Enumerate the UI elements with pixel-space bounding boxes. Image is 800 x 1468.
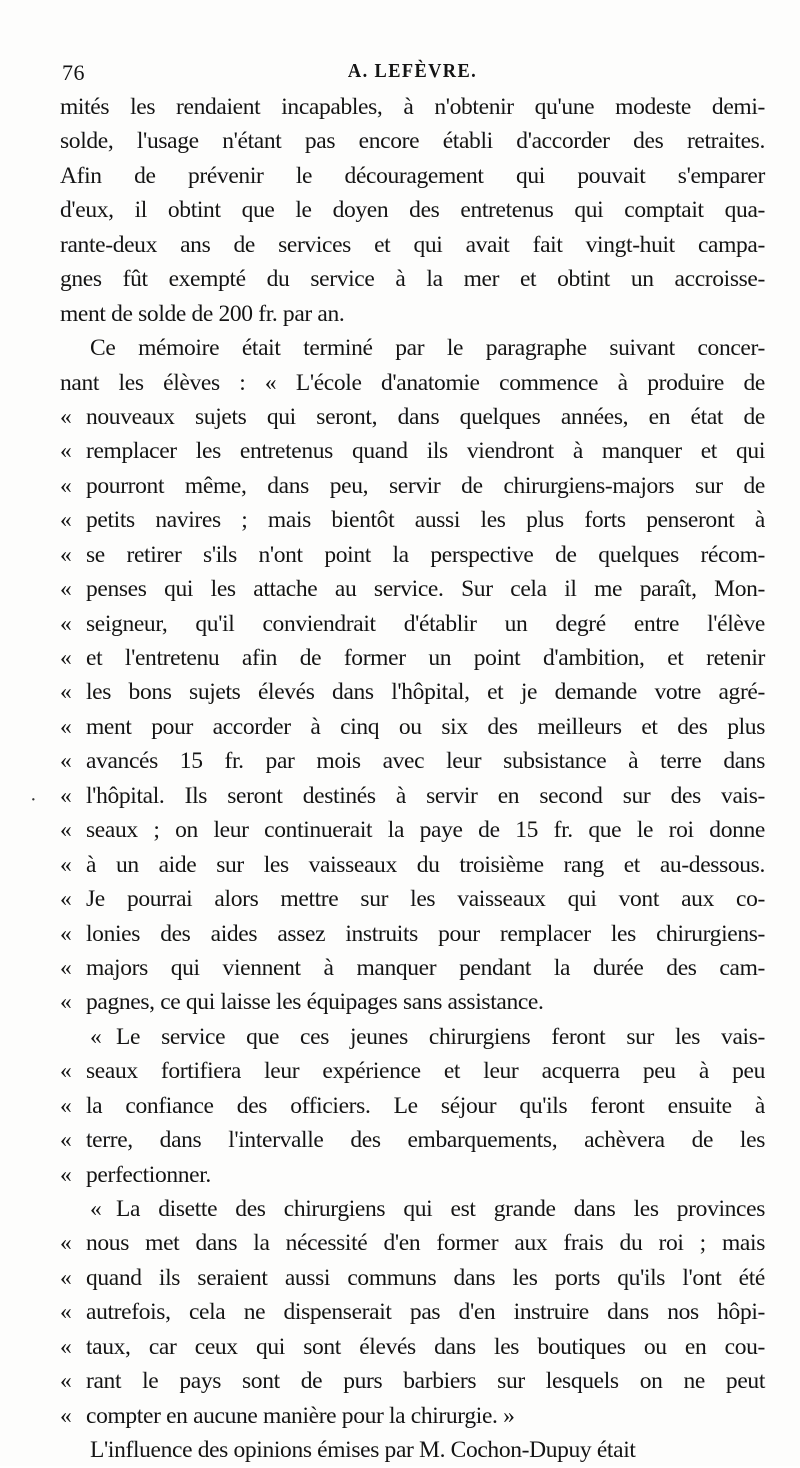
text-line — [60, 1020, 765, 1054]
text-line — [60, 641, 765, 675]
line-text: taux, car ceux qui sont élevés dans les boutiques ou en cou- — [86, 1333, 765, 1360]
page-header — [60, 56, 765, 86]
quote-mark: « — [60, 817, 72, 844]
text-line — [60, 228, 765, 262]
line-text: gnes fût exempté du service à la mer et obtint un accroisse- — [60, 266, 765, 293]
quote-mark: « — [60, 1161, 72, 1188]
quote-mark: « — [60, 576, 72, 603]
line-text: perfectionner. — [86, 1161, 211, 1188]
text-line — [60, 607, 765, 641]
line-text: solde, l'usage n'étant pas encore établi d'accorder des retraites. — [60, 128, 765, 155]
text-line — [60, 1364, 765, 1398]
line-text: remplacer les entretenus quand ils viendront à manquer et qui — [86, 438, 765, 465]
quote-mark: « — [60, 645, 72, 671]
text-line — [60, 813, 765, 847]
text-line — [60, 124, 765, 158]
text-line — [60, 434, 765, 468]
line-text: pagnes, ce qui laisse les équipages sans assistance. — [86, 989, 544, 1016]
quote-mark: « — [60, 713, 72, 740]
quote-mark: « — [60, 1402, 72, 1429]
line-text: se retirer s'ils n'ont point la perspective de quelques récom- — [86, 541, 765, 568]
text-line — [60, 1192, 765, 1226]
line-text: quand ils seraient aussi communs dans les ports qu'ils l'ont été — [86, 1264, 765, 1291]
quote-mark: « — [60, 1058, 72, 1085]
text-line — [60, 331, 765, 365]
quote-mark: « — [60, 989, 72, 1016]
quote-mark: « — [60, 507, 72, 534]
quote-mark: « — [60, 610, 72, 637]
paragraph — [60, 1192, 765, 1433]
quote-mark: « — [60, 954, 72, 981]
text-line — [60, 848, 765, 882]
quote-mark: « — [60, 920, 72, 947]
text-line — [60, 1433, 765, 1467]
quote-mark: « — [60, 1264, 72, 1291]
line-text: nous met dans la nécessité d'en former aux frais du roi ; mais — [86, 1230, 765, 1257]
line-text: Ce mémoire était terminé par le paragraphe suivant concer- — [90, 335, 765, 362]
text-line — [60, 193, 765, 227]
line-text: seaux ; on leur continuerait la paye de 15 fr. que le roi donne — [86, 817, 765, 844]
text-line — [60, 1054, 765, 1088]
quote-mark: « — [60, 679, 72, 706]
line-text: autrefois, cela ne dispenserait pas d'en instruire dans nos hôpi- — [86, 1299, 765, 1326]
line-text: ment pour accorder à cinq ou six des meilleurs et des plus — [86, 713, 765, 740]
line-text: d'eux, il obtint que le doyen des entretenus qui comptait qua- — [60, 197, 765, 224]
quote-mark: « — [60, 1127, 72, 1154]
quote-mark: « — [90, 1196, 102, 1222]
line-text: Je pourrai alors mettre sur les vaisseaux qui vont aux co- — [86, 886, 765, 913]
paragraph — [60, 331, 765, 1020]
quote-mark: « — [60, 541, 72, 568]
line-text: avancés 15 fr. par mois avec leur subsistance à terre dans — [86, 748, 765, 775]
text-line — [60, 90, 765, 124]
quote-mark: « — [60, 886, 72, 913]
line-text: pourront même, dans peu, servir de chirurgiens-majors sur de — [86, 472, 765, 499]
quote-mark: « — [60, 1092, 72, 1119]
line-text: les bons sujets élevés dans l'hôpital, et je demande votre agré- — [86, 679, 765, 706]
text-line — [60, 1295, 765, 1329]
text-line — [60, 779, 765, 813]
quote-mark: « — [60, 1299, 72, 1326]
text-line — [60, 917, 765, 951]
margin-dot: · — [30, 789, 37, 811]
quote-mark: « — [60, 403, 72, 430]
quote-mark: « — [60, 782, 72, 809]
line-text: lonies des aides assez instruits pour remplacer les chirurgiens- — [86, 920, 765, 947]
body-text — [60, 90, 765, 1468]
line-text: ment de solde de 200 fr. par an. — [60, 300, 345, 327]
text-line — [60, 1330, 765, 1364]
paragraph — [60, 1433, 765, 1467]
line-text: rant le pays sont de purs barbiers sur lesquels on ne peut — [86, 1368, 765, 1395]
text-line — [60, 985, 765, 1019]
text-line — [60, 400, 765, 434]
quote-mark: « — [60, 1333, 72, 1360]
line-text: et l'entretenu afin de former un point d'ambition, et retenir — [86, 645, 765, 671]
quote-mark: « — [60, 748, 72, 775]
text-line — [60, 1123, 765, 1157]
text-line — [60, 882, 765, 916]
text-line — [60, 503, 765, 537]
text-line — [60, 538, 765, 572]
text-line — [60, 572, 765, 606]
text-line — [60, 744, 765, 778]
line-text: nouveaux sujets qui seront, dans quelques années, en état de — [86, 403, 765, 430]
line-text: Le service que ces jeunes chirurgiens feront sur les vais- — [116, 1023, 765, 1050]
line-text: nant les élèves : « L'école d'anatomie commence à produire de — [60, 369, 765, 396]
text-line — [60, 1261, 765, 1295]
paragraph — [60, 1020, 765, 1192]
line-text: seaux fortifiera leur expérience et leur acquerra peu à peu — [86, 1058, 765, 1085]
line-text: La disette des chirurgiens qui est grande dans les provinces — [116, 1196, 765, 1222]
quote-mark: « — [90, 1023, 102, 1050]
text-line — [60, 159, 765, 193]
line-text: l'hôpital. Ils seront destinés à servir en second sur des vais- — [86, 782, 765, 809]
quote-mark: « — [60, 438, 72, 465]
text-line — [60, 951, 765, 985]
line-text: compter en aucune manière pour la chirurgie. » — [86, 1402, 515, 1429]
text-line — [60, 1158, 765, 1192]
quote-mark: « — [60, 1368, 72, 1395]
text-line — [60, 366, 765, 400]
text-line — [60, 675, 765, 709]
text-line — [60, 469, 765, 503]
page-number: 76 — [62, 60, 85, 85]
paragraph — [60, 90, 765, 331]
line-text: terre, dans l'intervalle des embarquements, achèvera de les — [86, 1127, 765, 1154]
text-line — [60, 1226, 765, 1260]
text-line — [60, 262, 765, 296]
line-text: mités les rendaient incapables, à n'obtenir qu'une modeste demi- — [60, 94, 765, 120]
text-line — [60, 297, 765, 331]
line-text: à un aide sur les vaisseaux du troisième rang et au-dessous. — [86, 851, 765, 878]
quote-mark: « — [60, 851, 72, 878]
text-line — [60, 710, 765, 744]
line-text: Afin de prévenir le découragement qui pouvait s'emparer — [60, 162, 765, 189]
line-text: majors qui viennent à manquer pendant la durée des cam- — [86, 954, 765, 981]
quote-mark: « — [60, 1230, 72, 1257]
line-text: L'influence des opinions émises par M. Cochon-Dupuy était — [90, 1437, 636, 1464]
line-text: rante-deux ans de services et qui avait fait vingt-huit campa- — [60, 231, 765, 258]
line-text: la confiance des officiers. Le séjour qu'ils feront ensuite à — [86, 1092, 765, 1119]
line-text: penses qui les attache au service. Sur cela il me paraît, Mon- — [86, 576, 765, 603]
quote-mark: « — [60, 472, 72, 499]
text-line — [60, 1089, 765, 1123]
text-line — [60, 1399, 765, 1433]
line-text: seigneur, qu'il conviendrait d'établir un degré entre l'élève — [86, 610, 765, 637]
line-text: petits navires ; mais bientôt aussi les plus forts penseront à — [86, 507, 765, 534]
running-head: A. LEFÈVRE. — [347, 60, 478, 82]
